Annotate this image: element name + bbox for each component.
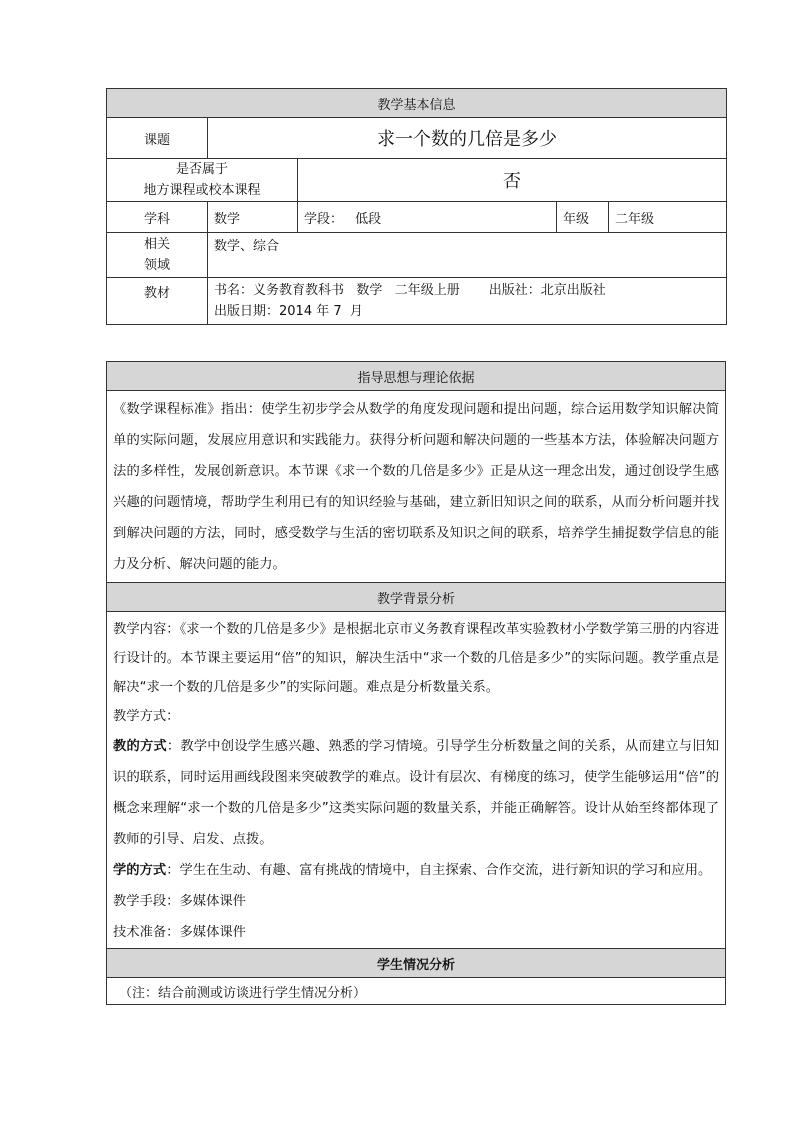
textbook-value — [208, 278, 727, 325]
local-course-label-line1: 是否属于 — [175, 162, 228, 177]
textbook-line1: 书名：义务教育教科书 数学 二年级上册 出版社：北京出版社 — [214, 283, 606, 298]
topic-value: 求一个数的几倍是多少 — [208, 118, 727, 159]
stage-label: 学段： — [304, 211, 344, 227]
teach-method — [113, 731, 719, 855]
field-label-line1: 相关 — [143, 237, 170, 252]
background-content: 教学内容：《求一个数的几倍是多少》是根据北京市义务教育课程改革实验教材小学数学第三册的内容进行设计的。本节课主要运用“倍”的知识，解决生活中“求一个数的几倍是多少”的实际问题。教学重点是解决“求一个数的几倍是多少”的实际问题。难点是分析数量关系。 — [113, 622, 719, 695]
grade-value: 二年级 — [609, 202, 727, 233]
method-title: 教学方式： — [113, 709, 180, 724]
tech-preparation: 技术准备：多媒体课件 — [113, 925, 246, 940]
stage-cell — [298, 202, 557, 233]
grade-label: 年级 — [557, 202, 609, 233]
guiding-text: 《数学课程标准》指出：使学生初步学会从数学的角度发现问题和提出问题，综合运用数学知识解决简单的实际问题，发展应用意识和实践能力。获得分析问题和解决问题的一些基本方法，体验解决问题方法的多样性，发展创新意识。本节课《求一个数的几倍是多少》正是从这一理念出发，通过创设学生感兴趣的问题情境，帮助学生利用已有的知识经验与基础，建立新旧知识之间的联系，从而分析问题并找到解决问题的方法，同时，感受数学与生活的密切联系及知识之间的联系，培养学生捕捉数学信息的能力及分析、解决问题的能力。 — [107, 391, 726, 583]
local-course-label — [107, 159, 298, 202]
teaching-means: 教学手段：多媒体课件 — [113, 894, 246, 909]
background-section — [107, 612, 726, 949]
basic-info-header: 教学基本信息 — [107, 89, 727, 118]
student-header: 学生情况分析 — [107, 949, 726, 978]
field-label-line2: 领域 — [143, 258, 170, 273]
student-note: （注：结合前测或访谈进行学生情况分析） — [107, 978, 726, 1005]
teach-method-text: ：教学中创设学生感兴趣、熟悉的学习情境。引导学生分析数量之间的关系，从而建立与旧知识的联系，同时运用画线段图来突破教学的难点。设计有层次、有梯度的练习，使学生能够运用“倍”的概念来理解“求一个数的几倍是多少”这类实际问题的数量关系，并能正确解答。设计从始至终都体现了教师的引导、启发、点拨。 — [113, 739, 720, 847]
local-course-label-line2: 地方课程或校本课程 — [143, 183, 261, 198]
guiding-header: 指导思想与理论依据 — [107, 362, 726, 391]
analysis-table — [106, 361, 726, 1005]
learn-method-text: ：学生在生动、有趣、富有挑战的情境中，自主探索、合作交流，进行新知识的学习和应用。 — [166, 863, 712, 878]
learn-method-label: 学的方式 — [113, 863, 167, 878]
stage-value: 低段 — [355, 211, 382, 227]
local-course-value: 否 — [298, 159, 727, 202]
field-label — [107, 233, 208, 278]
learn-method — [113, 855, 719, 886]
field-value: 数学、综合 — [208, 233, 727, 278]
subject-label: 学科 — [107, 202, 208, 233]
teach-method-label: 教的方式 — [113, 739, 167, 754]
background-header: 教学背景分析 — [107, 583, 726, 612]
textbook-label: 教材 — [107, 278, 208, 325]
basic-info-table — [106, 88, 727, 325]
textbook-line2: 出版日期：2014 年 7 月 — [214, 304, 363, 319]
topic-label: 课题 — [107, 118, 208, 159]
subject-value: 数学 — [208, 202, 298, 233]
